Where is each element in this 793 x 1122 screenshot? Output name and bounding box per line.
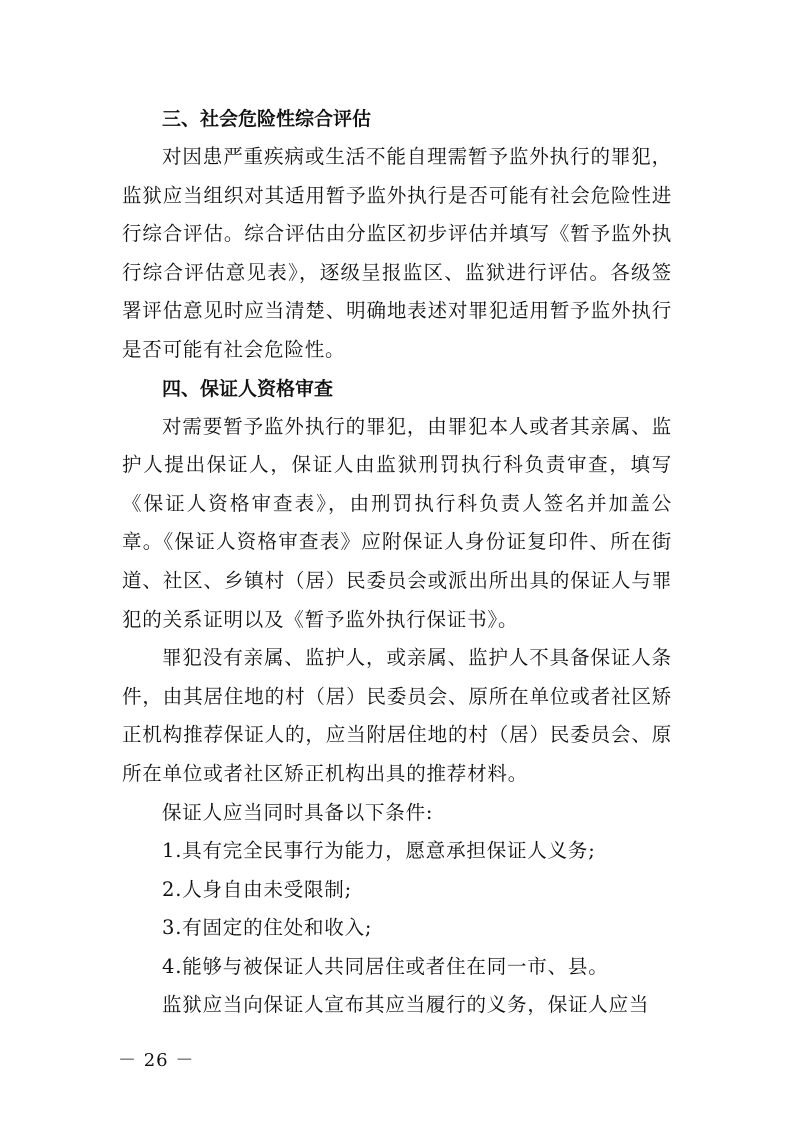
section-heading-social-risk: 三、社会危险性综合评估 (162, 108, 372, 130)
paragraph-guarantor-recommendation: 罪犯没有亲属、监护人，或亲属、监护人不具备保证人条件，由其居住地的村（居）民委员会、原所在单位或者社区矫正机构推荐保证人的，应当附居住地的村（居）民委员会、原所在单位或者社区矫正机构出具的推荐材料。 (122, 646, 672, 785)
condition-item: 3.有固定的住处和收入; (162, 916, 373, 940)
conditions-intro: 保证人应当同时具备以下条件: (162, 800, 434, 824)
page-content (122, 100, 672, 1025)
paragraph-social-risk-assessment: 对因患严重疾病或生活不能自理需暂予监外执行的罪犯，监狱应当组织对其适用暂予监外执行是否可能有社会危险性进行综合评估。综合评估由分监区初步评估并填写《暂予监外执行综合评估意见表》，逐级呈报监区、监狱进行评估。各级签署评估意见时应当清楚、明确地表述对罪犯适用暂予监外执行是否可能有社会危险性。 (122, 145, 672, 361)
condition-item: 1.具有完全民事行为能力，愿意承担保证人义务; (162, 839, 596, 863)
paragraph-guarantor-nomination: 对需要暂予监外执行的罪犯，由罪犯本人或者其亲属、监护人提出保证人，保证人由监狱刑罚执行科负责审查，填写《保证人资格审查表》，由刑罚执行科负责人签名并加盖公章。《保证人资格审查表》应附保证人身份证复印件、所在街道、社区、乡镇村（居）民委员会或派出所出具的保证人与罪犯的关系证明以及《暂予监外执行保证书》。 (122, 414, 672, 631)
section-heading-guarantor-review: 四、保证人资格审查 (162, 377, 334, 400)
page-number: － 26 － (118, 1050, 195, 1071)
paragraph-guarantor-duties: 监狱应当向保证人宣布其应当履行的义务，保证人应当 (162, 993, 650, 1017)
condition-item: 4.能够与被保证人共同居住或者住在同一市、县。 (162, 954, 609, 978)
condition-item: 2.人身自由未受限制; (162, 877, 352, 901)
